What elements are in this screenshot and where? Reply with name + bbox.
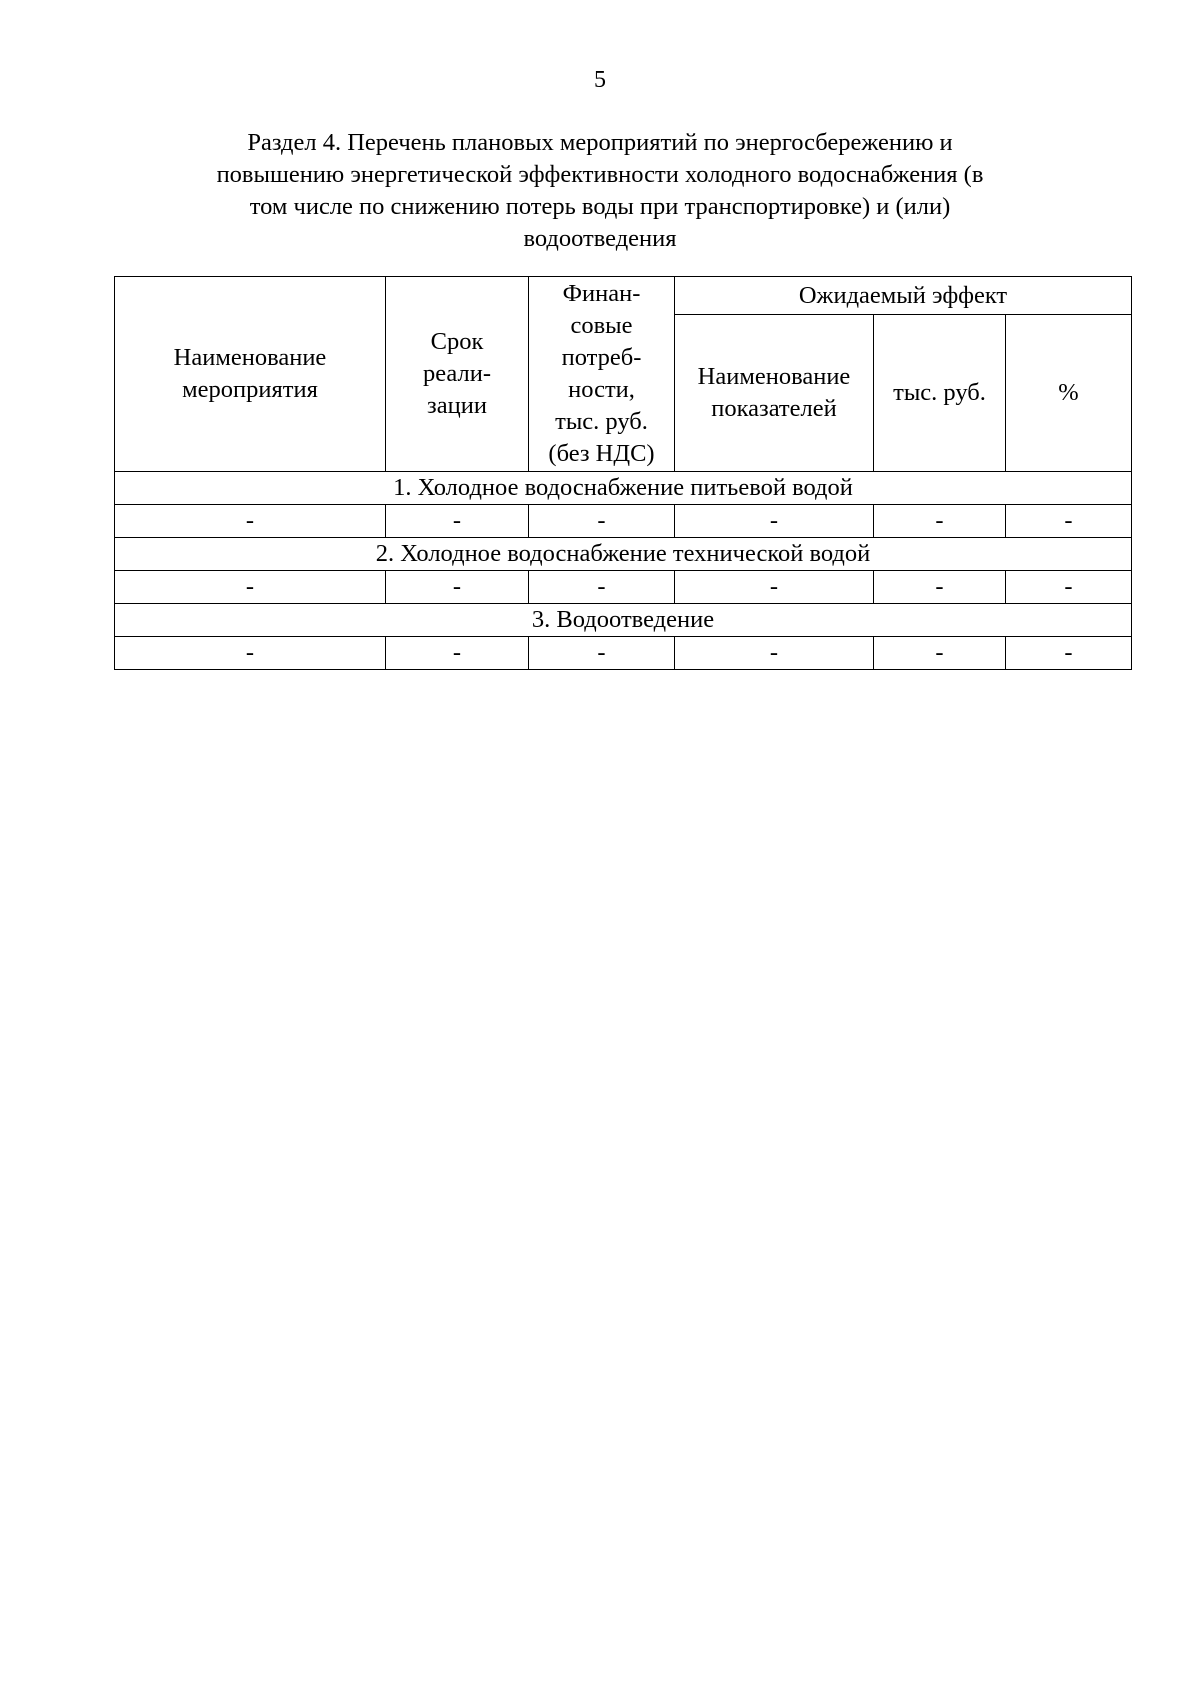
title-line: Раздел 4. Перечень плановых мероприятий по энергосбережению и	[247, 129, 953, 156]
table-row	[115, 505, 1132, 538]
table-row	[115, 571, 1132, 604]
table-cell: -	[1006, 637, 1132, 670]
table-cell: -	[115, 505, 386, 538]
table-cell: -	[1006, 571, 1132, 604]
table-cell: -	[874, 505, 1006, 538]
section-heading: 1. Холодное водоснабжение питьевой водой	[115, 472, 1132, 505]
table-cell: -	[675, 571, 874, 604]
table-cell: -	[675, 637, 874, 670]
section-heading: 3. Водоотведение	[115, 604, 1132, 637]
table-cell: -	[115, 637, 386, 670]
table-cell: -	[386, 571, 529, 604]
header-term: Срок реали- зации	[386, 277, 529, 472]
table-cell: -	[115, 571, 386, 604]
table-row	[115, 637, 1132, 670]
header-thousand-rub: тыс. руб.	[874, 315, 1006, 472]
measures-table	[114, 276, 1132, 670]
section-heading: 2. Холодное водоснабжение технической водой	[115, 538, 1132, 571]
table-cell: -	[529, 637, 675, 670]
header-indicator-name: Наименование показателей	[675, 315, 874, 472]
header-finance: Финан- совые потреб- ности, тыс. руб. (без НДС)	[529, 277, 675, 472]
table-cell: -	[874, 637, 1006, 670]
title-line: повышению энергетической эффективности холодного водоснабжения (в	[216, 161, 984, 188]
title-line: водоотведения	[523, 225, 677, 252]
section-row	[115, 604, 1132, 637]
section-title	[130, 127, 1070, 255]
table-cell: -	[1006, 505, 1132, 538]
header-row	[115, 277, 1132, 315]
table-cell: -	[529, 505, 675, 538]
table-cell: -	[874, 571, 1006, 604]
title-line: том числе по снижению потерь воды при транспортировке) и (или)	[249, 193, 951, 220]
page-number: 5	[594, 67, 606, 93]
table-cell: -	[386, 505, 529, 538]
table-cell: -	[529, 571, 675, 604]
header-expected-effect: Ожидаемый эффект	[675, 277, 1132, 315]
header-percent: %	[1006, 315, 1132, 472]
section-row	[115, 472, 1132, 505]
section-row	[115, 538, 1132, 571]
header-measure-name: Наименование мероприятия	[115, 277, 386, 472]
table-cell: -	[675, 505, 874, 538]
table-cell: -	[386, 637, 529, 670]
